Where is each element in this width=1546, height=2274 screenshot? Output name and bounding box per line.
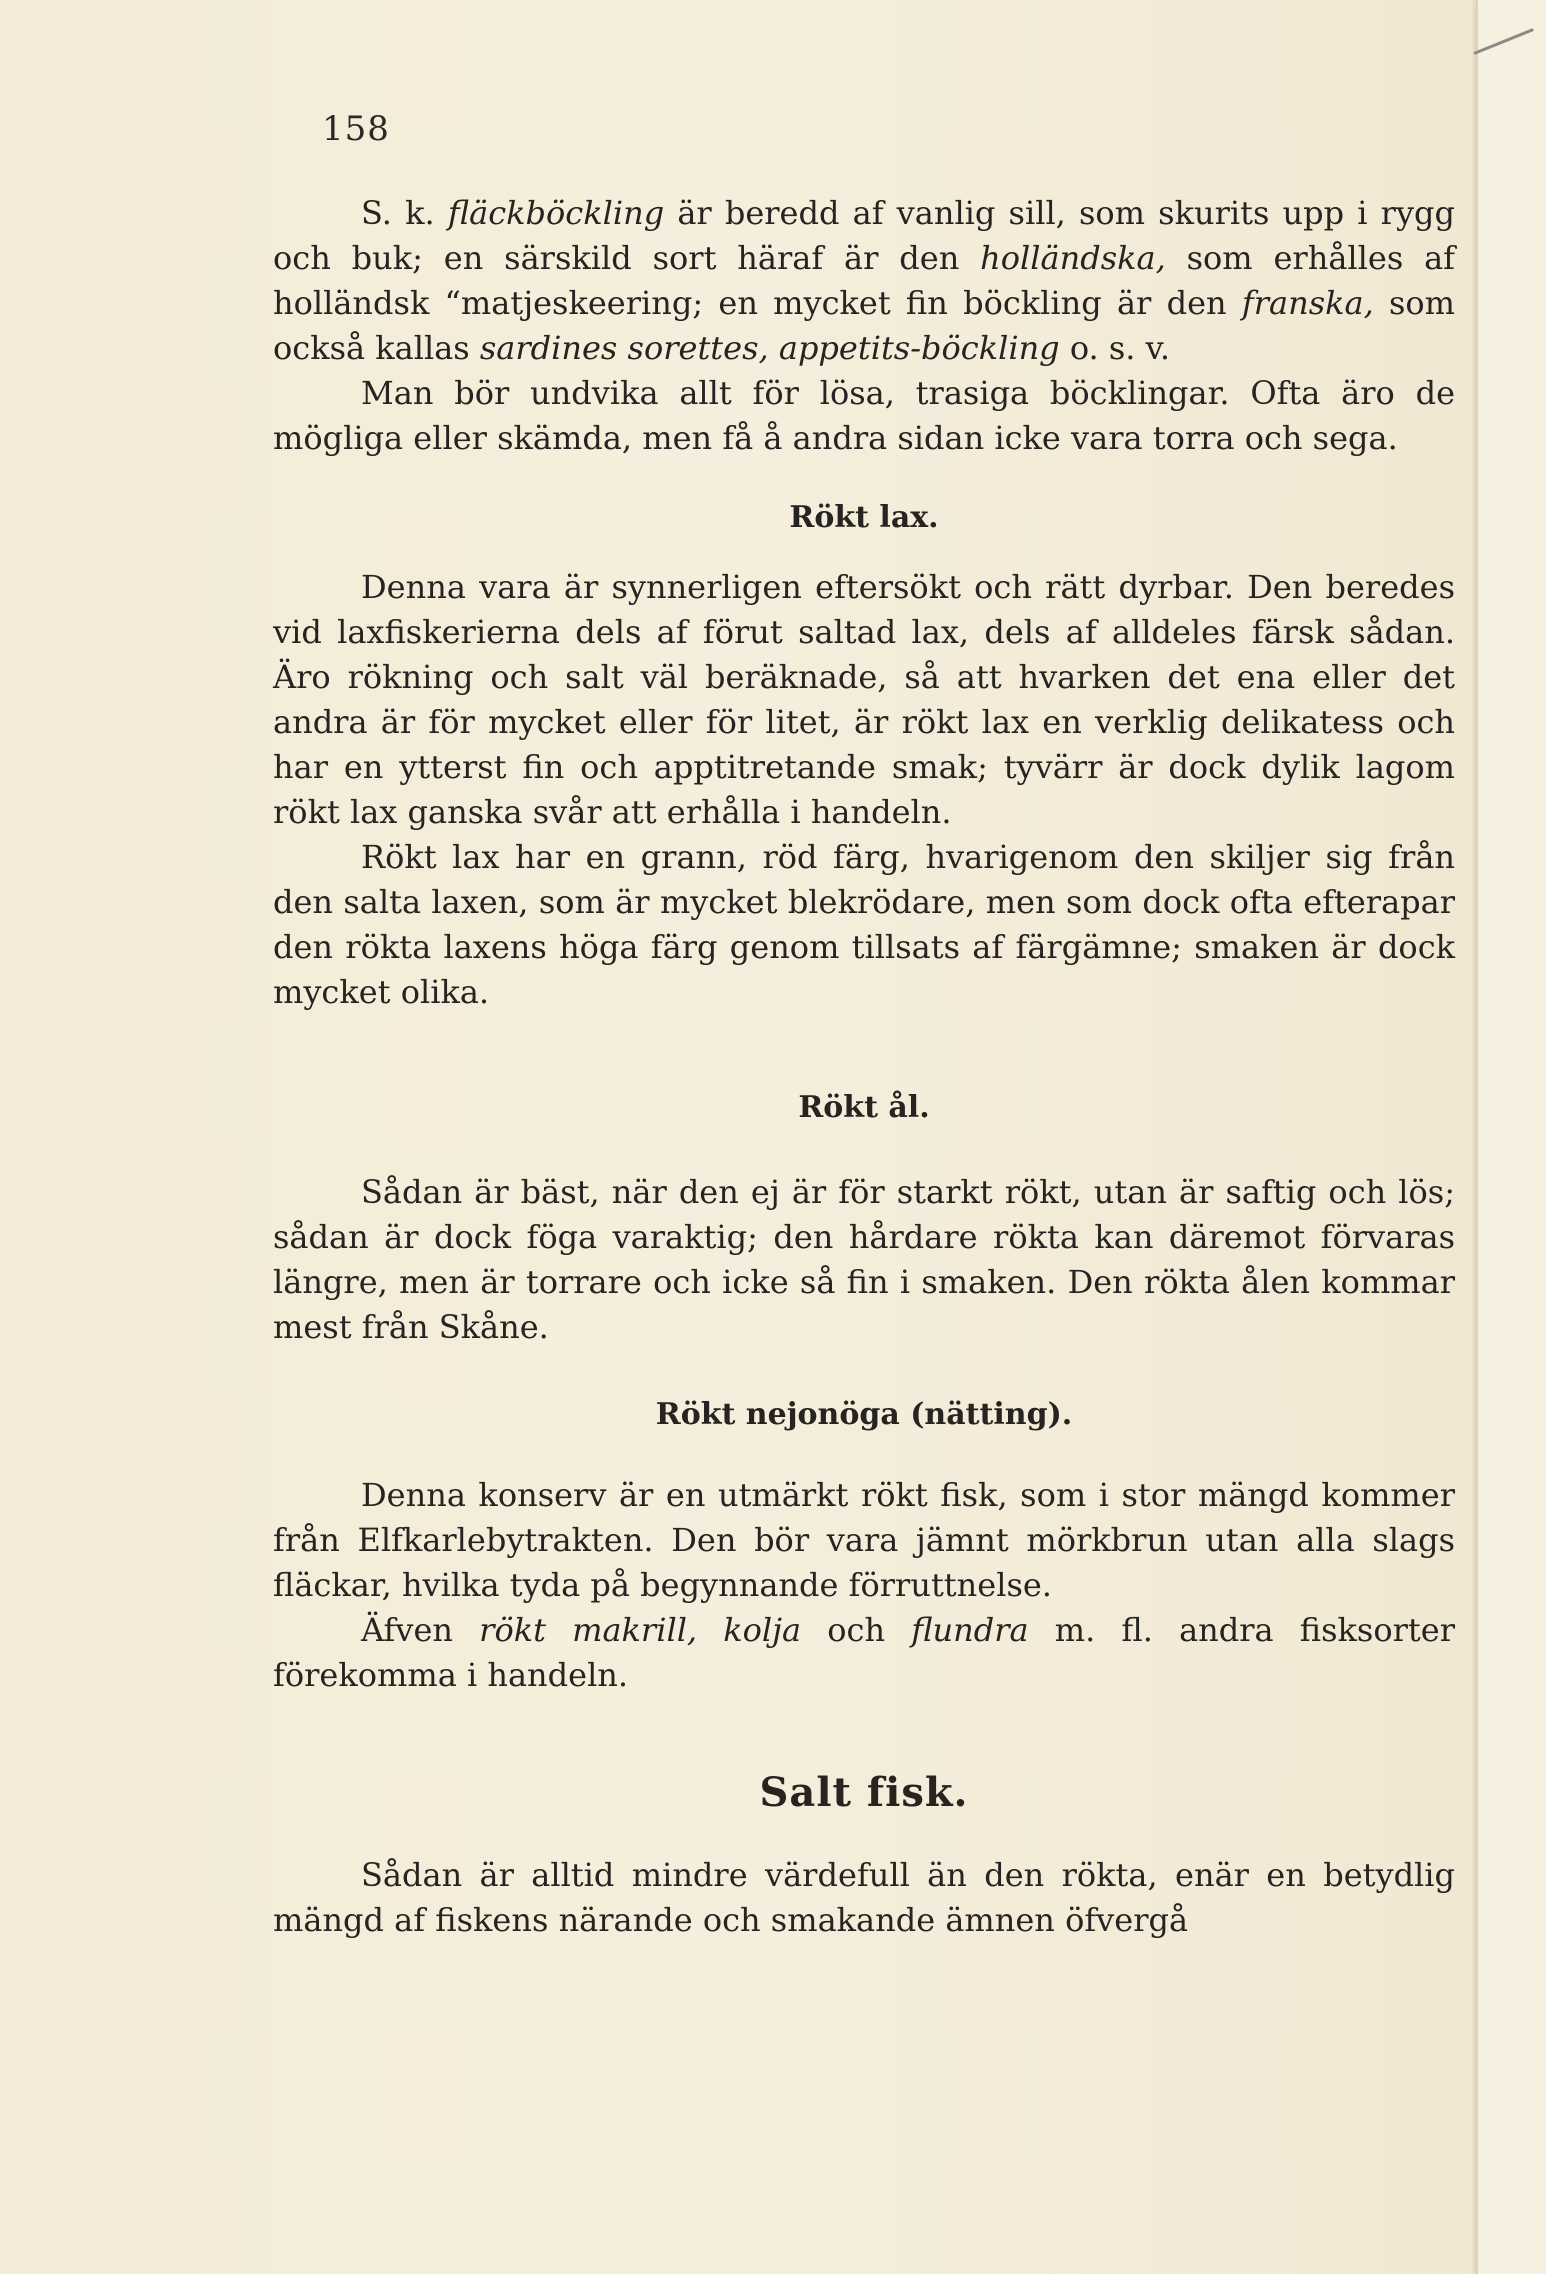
text-run: o. s. v. [1059,329,1171,367]
paragraph-al: Sådan är bäst, när den ej är för starkt rökt, utan är saftig och lös; sådan är dock föga varaktig; den hårdare rökta kan däremot förvaras längre, men är torrare och icke så fin i smaken. Den rökta ålen kommar mest från Skåne. [273,1173,1455,1346]
heading-rokt-al: Rökt ål. [798,1090,930,1125]
italic-term: fläckböckling [447,194,665,232]
italic-term: holländska, [980,239,1166,277]
italic-term: sardines sorettes, appetits-böckling [479,329,1060,367]
text-run: Äfven [361,1611,480,1649]
page-body [273,191,1455,1943]
paragraph-undvika: Man bör undvika allt för lösa, trasiga böcklingar. Ofta äro de mögliga eller skämda, men få å andra sidan icke vara torra och sega. [273,374,1455,457]
text-run: S. k. [361,194,448,232]
text-run: och [801,1611,912,1649]
text-run: som erhålles af holländsk “matjeskeering; en mycket fin böckling är den [273,239,1456,322]
paragraph-flackbockling [273,191,1455,371]
text-run: som också kallas [273,284,1456,367]
page-number: 158 [322,109,390,149]
paragraph-afven [273,1608,1455,1698]
italic-term: flundra [911,1611,1029,1649]
heading-salt-fisk: Salt fisk. [759,1769,969,1816]
paragraph-lax-2: Rökt lax har en grann, röd färg, hvarigenom den skiljer sig från den salta laxen, som är mycket blekrödare, men som dock ofta efterapar den rökta laxens höga färg genom tillsats af färgämne; smaken är dock mycket olika. [273,838,1455,1011]
paragraph-salt-fisk: Sådan är alltid mindre värdefull än den rökta, enär en betydlig mängd af fiskens närande och smakande ämnen öfvergå [273,1856,1455,1939]
italic-term: franska, [1241,284,1374,322]
italic-term: rökt makrill, kolja [479,1611,802,1649]
heading-nejonoga: Rökt nejonöga (nätting). [655,1397,1073,1432]
text-run: är beredd af vanlig sill, som skurits upp i rygg och buk; en särskild sort häraf är den [273,194,1456,277]
heading-rokt-lax: Rökt lax. [789,500,939,535]
page-edge [1476,0,1546,2274]
paragraph-nejonoga: Denna konserv är en utmärkt rökt fisk, som i stor mängd kommer från Elfkarlebytrakten. Den bör vara jämnt mörkbrun utan alla slags fläckar, hvilka tyda på begynnande förruttnelse. [273,1476,1455,1604]
paragraph-lax-1: Denna vara är synnerligen eftersökt och rätt dyrbar. Den beredes vid laxfiskerierna dels af förut saltad lax, dels af alldeles färsk sådan. Äro rökning och salt väl beräknade, så att hvarken det ena eller det andra är för mycket eller för litet, är rökt lax en verklig delikatess och har en ytterst fin och apptitretande smak; tyvärr är dock dylik lagom rökt lax ganska svår att erhålla i handeln. [273,568,1455,831]
text-run: m. fl. andra fisksorter förekomma i handeln. [273,1611,1455,1694]
